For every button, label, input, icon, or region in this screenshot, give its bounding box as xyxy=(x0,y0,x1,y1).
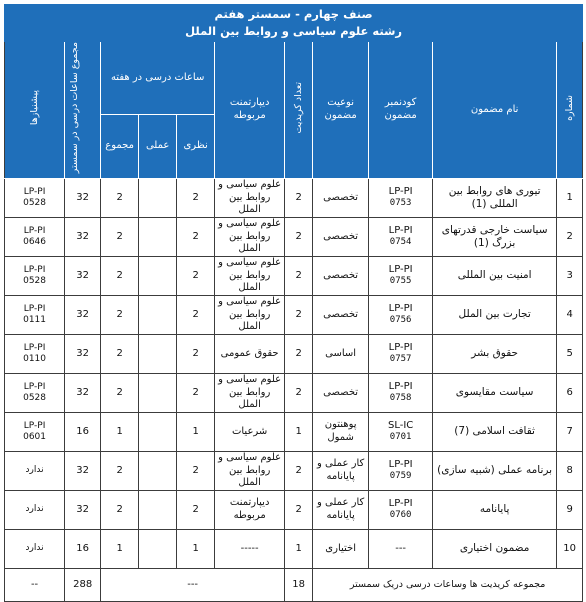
cell-semester-hours: 32 xyxy=(65,334,101,373)
header-code: کودنمبر مضمون xyxy=(369,42,433,179)
cell-number: 4 xyxy=(557,295,583,334)
cell-department: علوم سیاسی و روابط بین الملل xyxy=(215,217,285,256)
cell-total: 2 xyxy=(101,217,139,256)
cell-practical xyxy=(139,412,177,451)
cell-practical xyxy=(139,490,177,529)
cell-number: 6 xyxy=(557,373,583,412)
cell-theory: 2 xyxy=(177,334,215,373)
cell-credits: 2 xyxy=(285,373,313,412)
cell-semester-hours: 32 xyxy=(65,217,101,256)
footer-hours-total: --- xyxy=(101,568,285,601)
cell-semester-hours: 16 xyxy=(65,529,101,568)
cell-theory: 2 xyxy=(177,178,215,217)
cell-prerequisites: LP-PI 0110 xyxy=(5,334,65,373)
cell-subject-name: برنامه عملی (شبیه سازی) xyxy=(433,451,557,490)
cell-type: تخصصی xyxy=(313,373,369,412)
cell-prerequisites: ندارد xyxy=(5,451,65,490)
table-row xyxy=(5,490,583,529)
cell-code: LP-PI 0755 xyxy=(369,256,433,295)
cell-total: 2 xyxy=(101,490,139,529)
cell-prerequisites: LP-PI 0601 xyxy=(5,412,65,451)
cell-code: LP-PI 0753 xyxy=(369,178,433,217)
cell-department: شرعیات xyxy=(215,412,285,451)
cell-type: پوهنتون شمول xyxy=(313,412,369,451)
cell-number: 7 xyxy=(557,412,583,451)
cell-total: 2 xyxy=(101,295,139,334)
cell-code: LP-PI 0759 xyxy=(369,451,433,490)
cell-department: علوم سیاسی و روابط بین الملل xyxy=(215,451,285,490)
cell-total: 2 xyxy=(101,334,139,373)
cell-subject-name: امنیت بین المللی xyxy=(433,256,557,295)
cell-department: علوم سیاسی و روابط بین الملل xyxy=(215,256,285,295)
header-total: مجموع xyxy=(101,114,139,178)
cell-number: 1 xyxy=(557,178,583,217)
cell-department: ----- xyxy=(215,529,285,568)
cell-department: علوم سیاسی و روابط بین الملل xyxy=(215,373,285,412)
header-theory: نظری xyxy=(177,114,215,178)
cell-credits: 2 xyxy=(285,451,313,490)
cell-semester-hours: 32 xyxy=(65,295,101,334)
cell-department: دیپارتمنت مربوطه xyxy=(215,490,285,529)
cell-number: 8 xyxy=(557,451,583,490)
cell-practical xyxy=(139,295,177,334)
cell-theory: 1 xyxy=(177,529,215,568)
cell-theory: 2 xyxy=(177,451,215,490)
table-row xyxy=(5,256,583,295)
cell-practical xyxy=(139,178,177,217)
cell-credits: 2 xyxy=(285,334,313,373)
cell-type: اختیاری xyxy=(313,529,369,568)
header-semester-hours: مجموع ساعات درسی در سمستر xyxy=(65,42,101,179)
cell-type: تخصصی xyxy=(313,295,369,334)
cell-number: 5 xyxy=(557,334,583,373)
table-row xyxy=(5,178,583,217)
footer-prerequisites: -- xyxy=(5,568,65,601)
cell-practical xyxy=(139,529,177,568)
cell-subject-name: ثقافت اسلامی (7) xyxy=(433,412,557,451)
cell-prerequisites: LP-PI 0646 xyxy=(5,217,65,256)
cell-code: LP-PI 0758 xyxy=(369,373,433,412)
cell-code: LP-PI 0760 xyxy=(369,490,433,529)
cell-total: 2 xyxy=(101,373,139,412)
cell-department: علوم سیاسی و روابط بین الملل xyxy=(215,178,285,217)
cell-theory: 1 xyxy=(177,412,215,451)
cell-theory: 2 xyxy=(177,256,215,295)
cell-total: 2 xyxy=(101,451,139,490)
cell-semester-hours: 32 xyxy=(65,490,101,529)
cell-code: LP-PI 0754 xyxy=(369,217,433,256)
cell-type: تخصصی xyxy=(313,178,369,217)
cell-practical xyxy=(139,451,177,490)
cell-number: 10 xyxy=(557,529,583,568)
cell-semester-hours: 32 xyxy=(65,451,101,490)
header-prerequisites: پیشنیازها xyxy=(5,42,65,179)
table-row xyxy=(5,373,583,412)
cell-number: 9 xyxy=(557,490,583,529)
header-credits: تعداد کریدیت xyxy=(285,42,313,179)
cell-prerequisites: LP-PI 0528 xyxy=(5,256,65,295)
cell-subject-name: مضمون اختیاری xyxy=(433,529,557,568)
cell-department: حقوق عمومی xyxy=(215,334,285,373)
cell-subject-name: تجارت بین الملل xyxy=(433,295,557,334)
header-weekly-hours: ساعات درسی در هفته xyxy=(101,42,215,115)
cell-department: علوم سیاسی و روابط بین الملل xyxy=(215,295,285,334)
header-type: نوعیت مضمون xyxy=(313,42,369,179)
cell-subject-name: سیاست خارجی قدرتهای بزرگ (1) xyxy=(433,217,557,256)
cell-semester-hours: 32 xyxy=(65,373,101,412)
cell-total: 1 xyxy=(101,412,139,451)
cell-semester-hours: 32 xyxy=(65,178,101,217)
header-department: دیپارتمنت مربوطه xyxy=(215,42,285,179)
cell-code: --- xyxy=(369,529,433,568)
cell-subject-name: تیوری های روابط بین المللی (1) xyxy=(433,178,557,217)
cell-semester-hours: 16 xyxy=(65,412,101,451)
header-practical: عملی xyxy=(139,114,177,178)
footer-row xyxy=(5,568,583,601)
cell-total: 2 xyxy=(101,256,139,295)
table-row xyxy=(5,334,583,373)
cell-practical xyxy=(139,217,177,256)
table-row xyxy=(5,295,583,334)
cell-type: تخصصی xyxy=(313,256,369,295)
cell-type: اساسی xyxy=(313,334,369,373)
cell-practical xyxy=(139,334,177,373)
cell-theory: 2 xyxy=(177,373,215,412)
cell-code: LP-PI 0756 xyxy=(369,295,433,334)
cell-theory: 2 xyxy=(177,217,215,256)
title-line-2: رشته علوم سیاسی و روابط بین الملل xyxy=(185,24,402,38)
cell-subject-name: پایانامه xyxy=(433,490,557,529)
cell-credits: 2 xyxy=(285,295,313,334)
title-line-1: صنف چهارم - سمستر هفتم xyxy=(214,7,373,21)
cell-credits: 2 xyxy=(285,490,313,529)
header-subject-name: نام مضمون xyxy=(433,42,557,179)
cell-credits: 1 xyxy=(285,412,313,451)
cell-credits: 2 xyxy=(285,178,313,217)
cell-prerequisites: ندارد xyxy=(5,529,65,568)
header-number: شماره xyxy=(557,42,583,179)
cell-number: 2 xyxy=(557,217,583,256)
cell-type: تخصصی xyxy=(313,217,369,256)
cell-type: کار عملی و پایانامه xyxy=(313,490,369,529)
footer-credits-total: 18 xyxy=(285,568,313,601)
curriculum-table-wrapper xyxy=(4,4,582,602)
cell-number: 3 xyxy=(557,256,583,295)
table-title xyxy=(5,5,583,42)
cell-code: SL-IC 0701 xyxy=(369,412,433,451)
cell-prerequisites: LP-PI 0111 xyxy=(5,295,65,334)
cell-prerequisites: LP-PI 0528 xyxy=(5,178,65,217)
cell-theory: 2 xyxy=(177,490,215,529)
curriculum-table xyxy=(4,4,583,602)
cell-total: 1 xyxy=(101,529,139,568)
table-row xyxy=(5,451,583,490)
cell-subject-name: سیاست مقایسوی xyxy=(433,373,557,412)
footer-label: مجموعه کریدیت ها وساعات درسی دریک سمستر xyxy=(313,568,583,601)
cell-prerequisites: ندارد xyxy=(5,490,65,529)
cell-practical xyxy=(139,256,177,295)
table-row xyxy=(5,529,583,568)
cell-credits: 2 xyxy=(285,256,313,295)
cell-code: LP-PI 0757 xyxy=(369,334,433,373)
cell-subject-name: حقوق بشر xyxy=(433,334,557,373)
cell-credits: 1 xyxy=(285,529,313,568)
cell-semester-hours: 32 xyxy=(65,256,101,295)
cell-total: 2 xyxy=(101,178,139,217)
cell-theory: 2 xyxy=(177,295,215,334)
cell-prerequisites: LP-PI 0528 xyxy=(5,373,65,412)
cell-type: کار عملی و پایانامه xyxy=(313,451,369,490)
cell-practical xyxy=(139,373,177,412)
footer-semester-total: 288 xyxy=(65,568,101,601)
cell-credits: 2 xyxy=(285,217,313,256)
table-row xyxy=(5,217,583,256)
table-row xyxy=(5,412,583,451)
